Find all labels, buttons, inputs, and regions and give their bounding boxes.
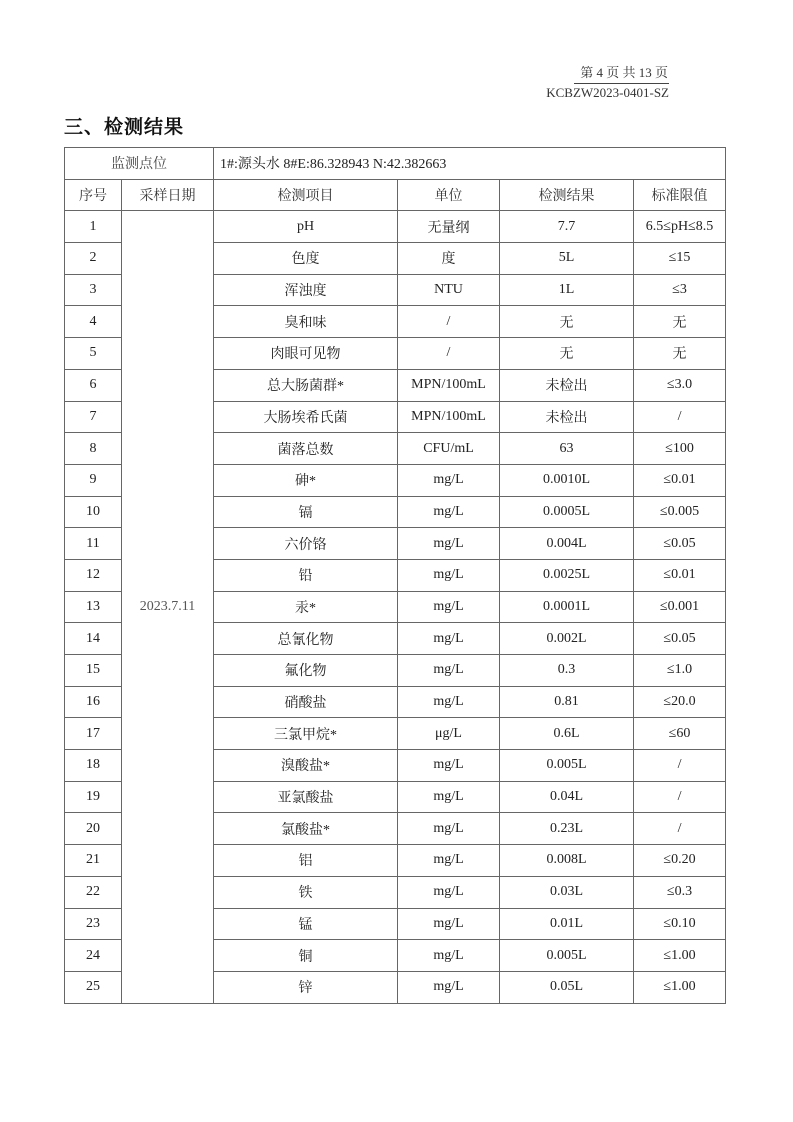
row-item: 铝	[214, 845, 398, 877]
row-number: 18	[65, 750, 122, 782]
row-limit: ≤0.001	[634, 591, 726, 623]
row-number: 13	[65, 591, 122, 623]
row-limit: ≤1.0	[634, 655, 726, 687]
section-title: 三、检测结果	[64, 116, 185, 138]
row-number: 11	[65, 528, 122, 560]
row-item: 亚氯酸盐	[214, 781, 398, 813]
row-unit: mg/L	[398, 750, 500, 782]
row-item: 总氰化物	[214, 623, 398, 655]
row-item: 氯酸盐*	[214, 813, 398, 845]
row-unit: mg/L	[398, 845, 500, 877]
row-item: pH	[214, 211, 398, 243]
row-limit: /	[634, 401, 726, 433]
row-limit: /	[634, 813, 726, 845]
row-number: 3	[65, 274, 122, 306]
col-header-item: 检测项目	[214, 179, 398, 211]
row-number: 25	[65, 971, 122, 1003]
row-limit: ≤60	[634, 718, 726, 750]
row-number: 10	[65, 496, 122, 528]
location-value: 1#:源头水 8#E:86.328943 N:42.382663	[214, 148, 726, 180]
row-result: 0.002L	[500, 623, 634, 655]
row-item: 肉眼可见物	[214, 338, 398, 370]
row-result: 0.04L	[500, 781, 634, 813]
row-number: 7	[65, 401, 122, 433]
header-row	[65, 179, 726, 211]
row-unit: mg/L	[398, 908, 500, 940]
row-limit: ≤0.20	[634, 845, 726, 877]
row-number: 17	[65, 718, 122, 750]
row-unit: mg/L	[398, 971, 500, 1003]
row-number: 6	[65, 369, 122, 401]
row-number: 19	[65, 781, 122, 813]
row-number: 23	[65, 908, 122, 940]
row-number: 14	[65, 623, 122, 655]
table-row	[65, 211, 726, 243]
row-result: 0.0010L	[500, 464, 634, 496]
row-result: 0.004L	[500, 528, 634, 560]
page-info	[546, 64, 669, 102]
results-table	[64, 147, 726, 1004]
row-item: 三氯甲烷*	[214, 718, 398, 750]
report-code: KCBZW2023-0401-SZ	[546, 85, 669, 100]
row-unit: /	[398, 338, 500, 370]
row-unit: 度	[398, 243, 500, 275]
row-limit: ≤0.05	[634, 528, 726, 560]
row-limit: 无	[634, 306, 726, 338]
row-number: 16	[65, 686, 122, 718]
row-unit: NTU	[398, 274, 500, 306]
row-result: 7.7	[500, 211, 634, 243]
row-number: 9	[65, 464, 122, 496]
row-item: 汞*	[214, 591, 398, 623]
row-number: 21	[65, 845, 122, 877]
row-result: 无	[500, 306, 634, 338]
row-number: 20	[65, 813, 122, 845]
row-result: 0.005L	[500, 750, 634, 782]
row-number: 22	[65, 876, 122, 908]
row-number: 15	[65, 655, 122, 687]
row-unit: mg/L	[398, 876, 500, 908]
row-result: 0.81	[500, 686, 634, 718]
row-result: 0.0005L	[500, 496, 634, 528]
row-unit: MPN/100mL	[398, 401, 500, 433]
row-number: 5	[65, 338, 122, 370]
row-unit: mg/L	[398, 591, 500, 623]
row-result: 0.23L	[500, 813, 634, 845]
row-result: 0.3	[500, 655, 634, 687]
row-item: 浑浊度	[214, 274, 398, 306]
row-limit: ≤100	[634, 433, 726, 465]
row-unit: CFU/mL	[398, 433, 500, 465]
row-item: 溴酸盐*	[214, 750, 398, 782]
row-result: 63	[500, 433, 634, 465]
row-result: 0.03L	[500, 876, 634, 908]
row-result: 0.008L	[500, 845, 634, 877]
row-item: 砷*	[214, 464, 398, 496]
row-unit: mg/L	[398, 496, 500, 528]
row-result: 1L	[500, 274, 634, 306]
row-limit: ≤0.3	[634, 876, 726, 908]
row-item: 六价铬	[214, 528, 398, 560]
row-limit: ≤20.0	[634, 686, 726, 718]
row-result: 0.05L	[500, 971, 634, 1003]
row-result: 未检出	[500, 369, 634, 401]
row-item: 镉	[214, 496, 398, 528]
row-item: 大肠埃希氏菌	[214, 401, 398, 433]
row-limit: ≤0.05	[634, 623, 726, 655]
row-limit: 6.5≤pH≤8.5	[634, 211, 726, 243]
row-item: 氟化物	[214, 655, 398, 687]
row-unit: MPN/100mL	[398, 369, 500, 401]
row-unit: μg/L	[398, 718, 500, 750]
row-limit: ≤3.0	[634, 369, 726, 401]
row-result: 0.0001L	[500, 591, 634, 623]
row-result: 0.0025L	[500, 559, 634, 591]
sampling-date: 2023.7.11	[122, 211, 214, 1003]
row-limit: ≤0.005	[634, 496, 726, 528]
row-limit: ≤1.00	[634, 971, 726, 1003]
row-result: 5L	[500, 243, 634, 275]
col-header-result: 检测结果	[500, 179, 634, 211]
row-number: 1	[65, 211, 122, 243]
col-header-unit: 单位	[398, 179, 500, 211]
row-number: 2	[65, 243, 122, 275]
row-result: 0.005L	[500, 940, 634, 972]
row-unit: mg/L	[398, 559, 500, 591]
row-unit: mg/L	[398, 813, 500, 845]
row-limit: 无	[634, 338, 726, 370]
row-unit: mg/L	[398, 623, 500, 655]
row-result: 0.6L	[500, 718, 634, 750]
row-unit: mg/L	[398, 464, 500, 496]
row-unit: mg/L	[398, 781, 500, 813]
row-unit: 无量纲	[398, 211, 500, 243]
row-item: 铜	[214, 940, 398, 972]
row-unit: mg/L	[398, 686, 500, 718]
row-limit: ≤0.01	[634, 464, 726, 496]
col-header-date: 采样日期	[122, 179, 214, 211]
row-item: 硝酸盐	[214, 686, 398, 718]
row-limit: ≤3	[634, 274, 726, 306]
row-item: 菌落总数	[214, 433, 398, 465]
row-item: 锰	[214, 908, 398, 940]
location-row	[65, 148, 726, 180]
row-unit: mg/L	[398, 528, 500, 560]
row-limit: ≤1.00	[634, 940, 726, 972]
row-number: 4	[65, 306, 122, 338]
row-limit: /	[634, 781, 726, 813]
row-item: 铁	[214, 876, 398, 908]
row-number: 8	[65, 433, 122, 465]
row-limit: ≤15	[634, 243, 726, 275]
row-unit: mg/L	[398, 940, 500, 972]
col-header-limit: 标准限值	[634, 179, 726, 211]
row-result: 无	[500, 338, 634, 370]
row-limit: ≤0.10	[634, 908, 726, 940]
row-unit: /	[398, 306, 500, 338]
row-unit: mg/L	[398, 655, 500, 687]
row-item: 铅	[214, 559, 398, 591]
row-number: 24	[65, 940, 122, 972]
row-result: 未检出	[500, 401, 634, 433]
row-result: 0.01L	[500, 908, 634, 940]
row-limit: ≤0.01	[634, 559, 726, 591]
row-item: 色度	[214, 243, 398, 275]
col-header-no: 序号	[65, 179, 122, 211]
row-limit: /	[634, 750, 726, 782]
row-item: 臭和味	[214, 306, 398, 338]
location-label: 监测点位	[65, 148, 214, 180]
page-number: 第 4 页 共 13 页	[574, 64, 669, 84]
row-number: 12	[65, 559, 122, 591]
row-item: 总大肠菌群*	[214, 369, 398, 401]
row-item: 锌	[214, 971, 398, 1003]
